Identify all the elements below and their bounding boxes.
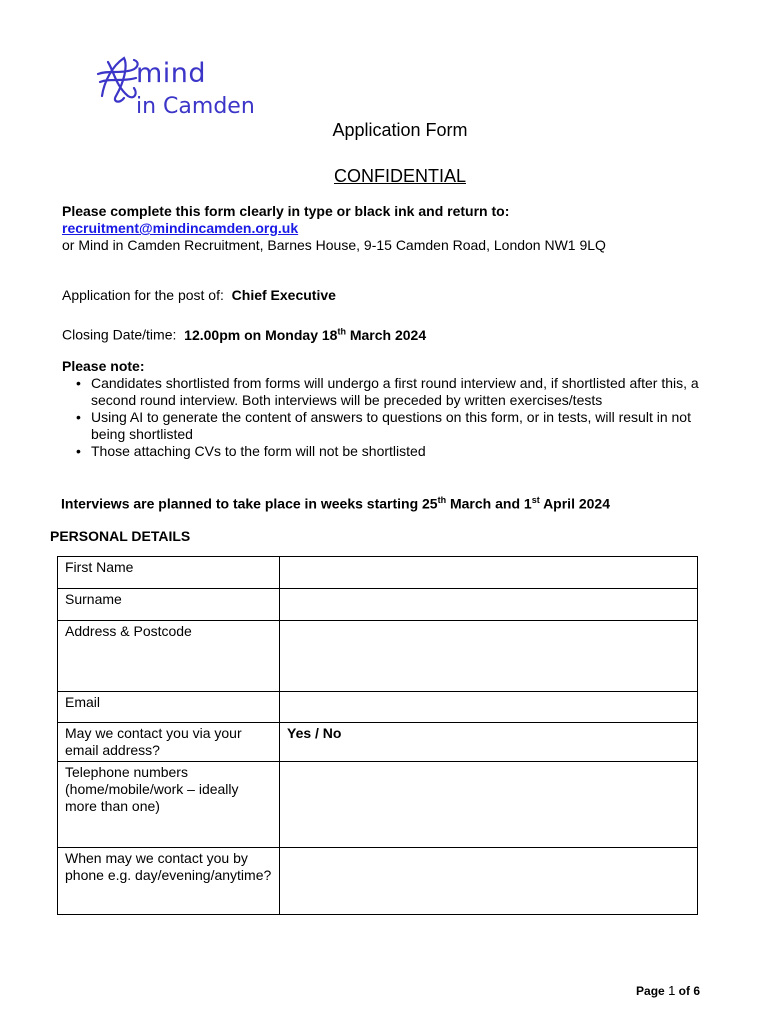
closing-label: Closing Date/time: [62, 326, 177, 343]
logo-text-mind: mind [136, 58, 207, 89]
instructions-heading: Please complete this form clearly in type or black ink and return to: [62, 203, 510, 219]
interviews-line: Interviews are planned to take place in weeks starting 25th March and 1st April 2024 [61, 495, 610, 512]
note-item: • Candidates shortlisted from forms will undergo a first round interview and, if shortlisted after this, a second round interview. Both interviews will be preceded by written exercises/tests [57, 375, 702, 409]
instructions-block [62, 203, 722, 254]
surname-field[interactable] [280, 589, 698, 621]
personal-details-table [57, 556, 698, 915]
first-name-label: First Name [58, 557, 280, 589]
notes-heading: Please note: [62, 358, 145, 374]
table-row [58, 557, 698, 589]
post-line [62, 287, 336, 304]
closing-date-line [62, 323, 426, 344]
email-field[interactable] [280, 692, 698, 723]
table-row [58, 723, 698, 762]
table-row [58, 692, 698, 723]
post-label: Application for the post of: [62, 287, 224, 303]
mind-in-camden-logo [94, 52, 280, 124]
address-field[interactable] [280, 621, 698, 692]
telephone-field[interactable] [280, 762, 698, 848]
confidential-heading: CONFIDENTIAL [333, 166, 466, 186]
note-item: • Those attaching CVs to the form will not be shortlisted [57, 443, 702, 460]
page-title: Application Form [332, 120, 468, 140]
postal-address: or Mind in Camden Recruitment, Barnes House, 9-15 Camden Road, London NW1 9LQ [62, 237, 606, 253]
closing-value: 12.00pm on Monday 18th March 2024 [184, 326, 427, 343]
email-contact-label: May we contact you via your email address? [58, 723, 280, 762]
first-name-field[interactable] [280, 557, 698, 589]
recruitment-email-link[interactable]: recruitment@mindincamden.org.uk [62, 220, 299, 236]
page-number: Page 1 of 6 [636, 983, 700, 998]
surname-label: Surname [58, 589, 280, 621]
email-label: Email [58, 692, 280, 723]
table-row [58, 621, 698, 692]
post-value: Chief Executive [231, 287, 336, 303]
notes-block [62, 358, 702, 460]
phone-time-label: When may we contact you by phone e.g. day/evening/anytime? [58, 848, 280, 915]
note-item: • Using AI to generate the content of answers to questions on this form, or in tests, will result in not being shortlisted [57, 409, 702, 443]
table-row [58, 762, 698, 848]
telephone-label: Telephone numbers (home/mobile/work – ideally more than one) [58, 762, 280, 848]
table-row [58, 589, 698, 621]
phone-time-field[interactable] [280, 848, 698, 915]
address-label: Address & Postcode [58, 621, 280, 692]
email-contact-field[interactable]: Yes / No [280, 723, 698, 762]
logo-text-in-camden: in Camden [136, 94, 255, 119]
table-row [58, 848, 698, 915]
personal-details-heading: PERSONAL DETAILS [50, 528, 191, 544]
